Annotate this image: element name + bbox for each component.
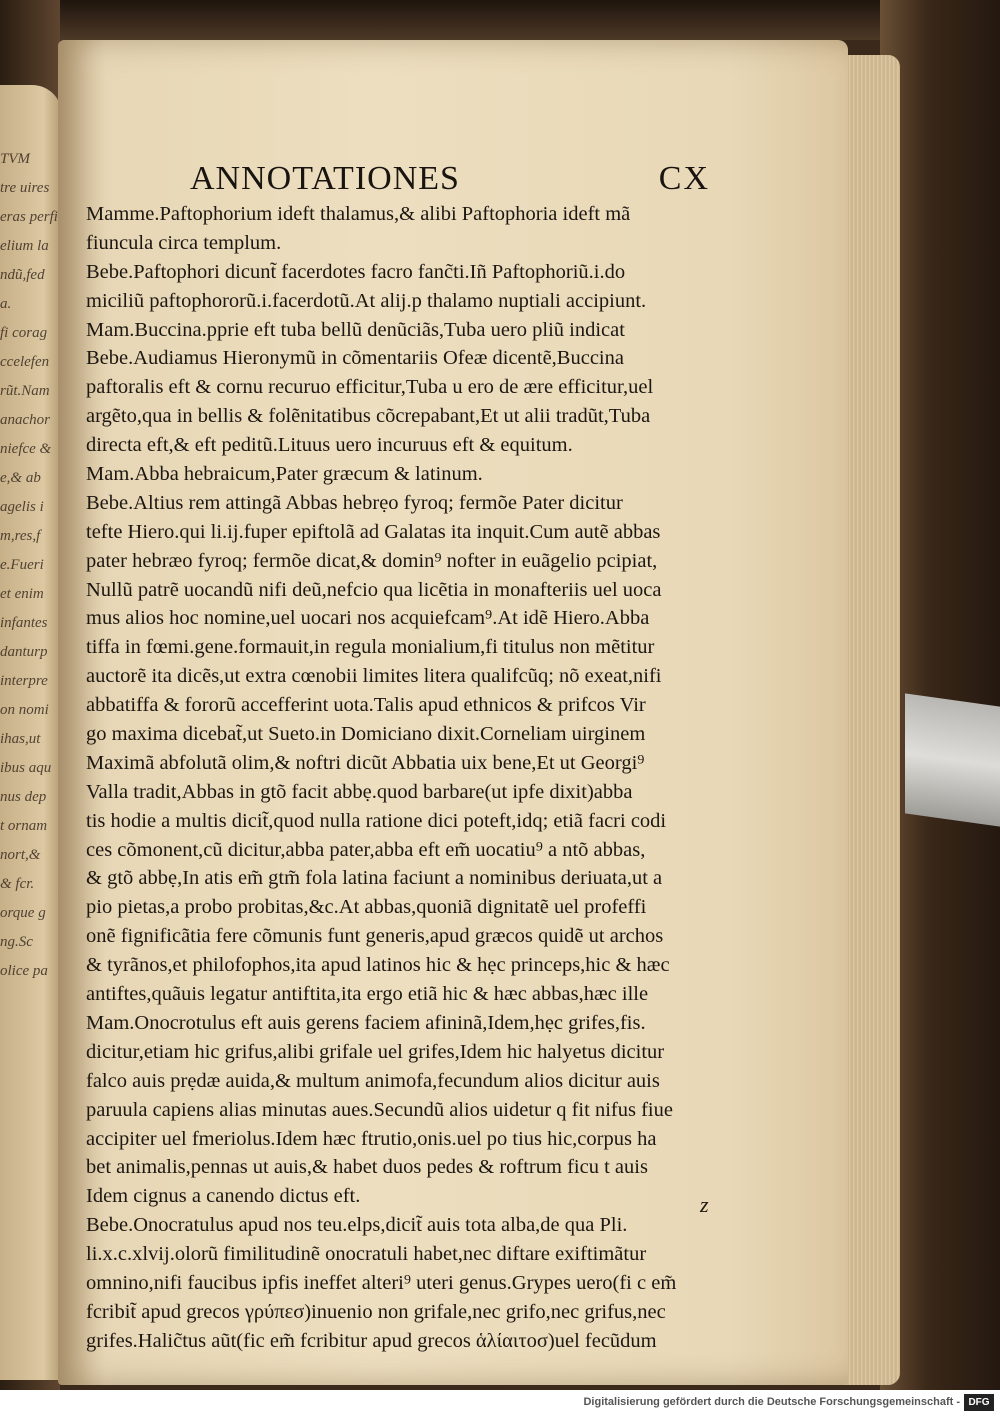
book-cover-top [0,0,1000,40]
facing-page-line: e,& ab [0,470,41,486]
text-line: Maximã abfolutã olim,& noftri dicũt Abbatia uix bene,Et ut Georgi⁹ [86,751,645,774]
text-line: dicitur,etiam hic grifus,alibi grifale uel grifes,Idem hic halyetus dicitur [86,1040,665,1063]
facing-page-line: agelis i [0,499,44,515]
text-line: Idem cignus a canendo dictus eft. [86,1185,361,1208]
text-line: tefte Hiero.qui li.ij.fuper epiftolã ad Galatas ita inquit.Cum autẽ abbas [86,520,661,543]
page-clip [905,693,1000,826]
facing-page-fragment [0,85,62,1380]
facing-page-line: rũt.Nam [0,383,50,399]
facing-page-line: fi corag [0,325,48,341]
facing-page-line: e.Fueri [0,557,44,573]
facing-page-line: olice pa [0,963,48,979]
text-line: omnino,nifi faucibus ipfis ineffet alteri⁹ uteri genus.Grypes uero(fi c em̃ [86,1271,677,1294]
text-line: fiuncula circa templum. [86,231,282,254]
text-line: Bebe.Altius rem attingã Abbas hebrẹo fyroq; fermõe Pater dicitur [86,491,623,514]
facing-page-line: et enim [0,586,44,602]
facing-page-line: nus dep [0,789,47,805]
facing-page-line: eras perfi [0,209,58,225]
facing-page-line: interpre [0,673,48,689]
facing-page-line: nort,& [0,847,41,863]
text-line: paftoralis eft & cornu recuruo efficitur,Tuba u ero de ære efficitur,uel [86,376,654,399]
facing-page-line: t ornam [0,818,48,834]
digitization-credit: Digitalisierung gefördert durch die Deutsche Forschungsgemeinschaft - [583,1396,960,1408]
text-line: Mam.Buccina.pprie eft tuba bellũ denũciãs,Tuba uero pliũ indicat [86,318,625,341]
facing-page-line: niefce & [0,441,52,457]
signature-mark: z [700,1192,709,1217]
text-line: Mam.Abba hebraicum,Pater græcum & latinum. [86,463,483,486]
facing-page-line: infantes [0,615,48,631]
text-line: directa eft,& eft peditũ.Lituus uero incuruus eft & equitum. [86,434,573,457]
folio-number: CX [658,160,710,197]
text-line: miciliũ paftophororũ.i.facerdotũ.At alij.p thalamo nuptiali accipiunt. [86,289,647,312]
facing-page-line: ccelefen [0,354,50,370]
text-line: Mamme.Paftophorium ideft thalamus,& alibi Paftophoria ideft mã [86,203,631,225]
text-line: li.x.c.xlvij.olorũ fimilitudinẽ onocratuli habet,nec diftare exiftimãtur [86,1243,647,1266]
facing-page-line: TVM [0,151,30,167]
text-line: abbatiffa & fororũ accefferint uota.Talis apud ethnicos & prifcos Vir [86,694,646,717]
main-text-block [86,200,776,1356]
facing-page-line: anachor [0,412,50,428]
text-line: pater hebræo fyroq; fermõe dicat,& domin⁹ nofter in euãgelio pcipiat, [86,549,658,572]
text-line: Bebe.Onocratulus apud nos teu.elps,dicit̃ auis tota alba,de qua Pli. [86,1214,628,1237]
facing-page-line: a. [0,296,12,312]
text-line: mus alios hoc nomine,uel uocari nos acquiefcam⁹.At idẽ Hiero.Abba [86,607,650,630]
facing-page-text [0,145,60,986]
text-line: fcribit̃ apud grecos γρύπεσ)inuenio non grifale,nec grifo,nec grifus,nec [86,1300,666,1323]
text-line: grifes.Halic̃tus aũt(fic em̃ fcribitur apud grecos ἁλίαιτοσ)uel fecũdum [86,1329,657,1352]
text-line: ces cõmonent,cũ dicitur,abba pater,abba eft em̃ uocatiu⁹ a ntõ abbas, [86,838,646,861]
footer-bar [0,1390,1000,1417]
text-line: argẽto,qua in bellis & folẽnitatibus cõcrepabant,Et ut alii tradũt,Tuba [86,405,651,428]
facing-page-line: danturp [0,644,48,660]
facing-page-line: orque g [0,905,46,921]
facing-page-line: ibus aqu [0,760,52,776]
text-line: antiftes,quãuis legatur antiftita,ita ergo etiã hic & hæc abbas,hæc ille [86,983,649,1006]
text-line: falco auis prẹdæ auida,& multum animofa,fecundum alios dicitur auis [86,1069,660,1092]
facing-page-line: m,res,f [0,528,41,544]
facing-page-line: tre uires [0,180,50,196]
text-line: tis hodie a multis dicit̃,quod nulla ratione dici poteft,idq; etiã facri codi [86,809,667,832]
text-line: Nullũ patrẽ uocandũ nifi deũ,nefcio qua licẽtia in monafteriis uel uoca [86,578,662,601]
text-line: accipiter uel fmeriolus.Idem hæc ftrutio,onis.uel po tius hic,corpus ha [86,1127,657,1150]
facing-page-line: ihas,ut [0,731,41,747]
dfg-logo: DFG [964,1394,994,1411]
text-line: Mam.Onocrotulus eft auis gerens faciem afininã,Idem,hẹc grifes,fis. [86,1011,646,1034]
text-line: Bebe.Audiamus Hieronymũ in cõmentariis Ofeæ dicentẽ,Buccina [86,347,624,370]
facing-page-line: elium la [0,238,49,254]
text-line: pio pietas,a probo probitas,&c.At abbas,quoniã dignitatẽ uel profeffi [86,896,647,919]
text-line: & tyrãnos,et philofophos,ita apud latinos hic & hẹc princeps,hic & hæc [86,954,670,977]
facing-page-line: ng.Sc [0,934,33,950]
text-line: Bebe.Paftophori dicunt̃ facerdotes facro fanc̃ti.Iñ Paftophoriũ.i.do [86,260,626,283]
facing-page-line: on nomi [0,702,49,718]
text-line: paruula capiens alias minutas aues.Secundũ alios uidetur q fit nifus fiue [86,1098,673,1121]
running-head: ANNOTATIONES [190,160,460,197]
text-line: tiffa in fœmi.gene.formauit,in regula monialium,fi titulus non mẽtitur [86,636,655,659]
text-line: & gtõ abbẹ,In atis em̃ gtm̃ fola latina faciunt a nominibus deriuata,ut a [86,867,663,890]
text-line: auctorẽ ita dicẽs,ut extra cœnobii limites litera qualifcũq; nõ exeat,nifi [86,665,662,688]
text-line: bet animalis,pennas ut auis,& habet duos pedes & roftrum ficu t auis [86,1156,648,1179]
page-header [190,160,710,200]
text-line: Valla tradit,Abbas in gtõ facit abbẹ.quod barbare(ut ipfe dixit)abba [86,780,633,803]
facing-page-line: ndũ,fed [0,267,45,283]
text-line: go maxima dicebat̃,ut Sueto.in Domiciano dixit.Corneliam uirginem [86,723,646,746]
text-line: onẽ fignificãtia fere cõmunis funt generis,apud græcos quidẽ ut archos [86,925,664,948]
facing-page-line: & fcr. [0,876,35,892]
